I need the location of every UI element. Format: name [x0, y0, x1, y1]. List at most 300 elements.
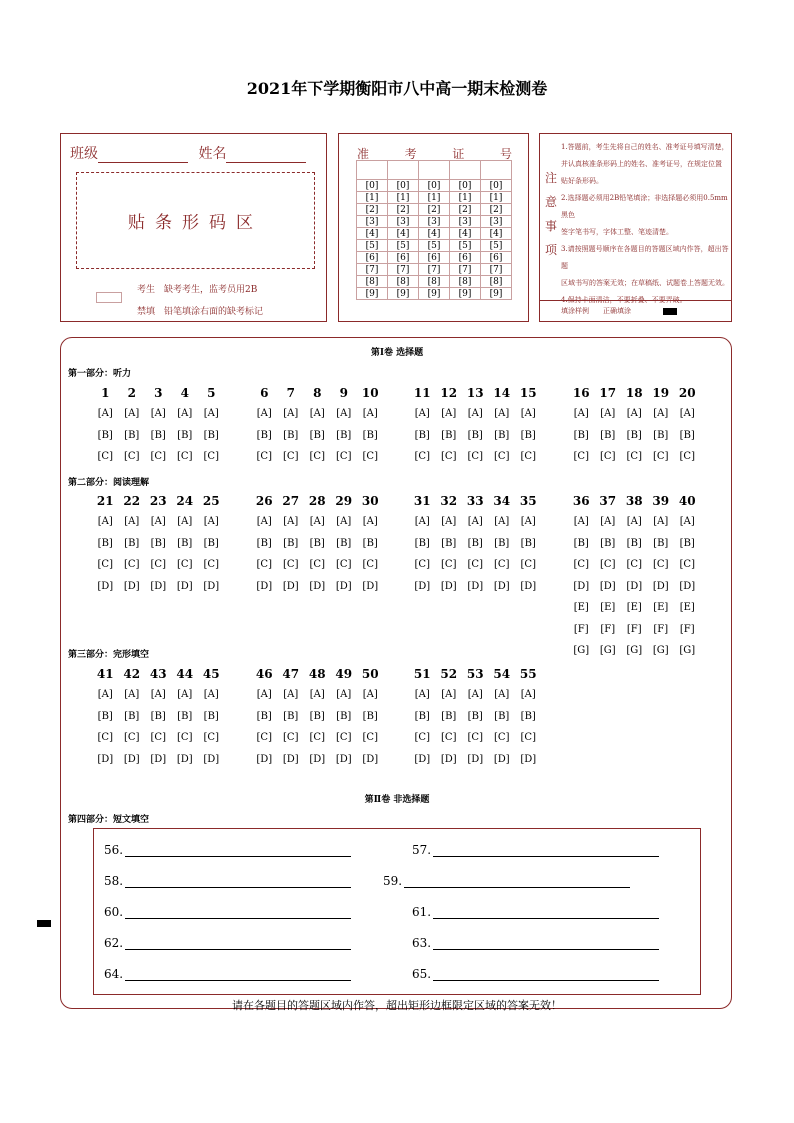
- answer-bubble[interactable]: [C]: [679, 559, 695, 570]
- ticket-bubble[interactable]: [5]: [419, 240, 450, 252]
- answer-bubble[interactable]: [B]: [600, 537, 616, 549]
- answer-bubble[interactable]: [A]: [203, 408, 219, 419]
- notes-text: 1.答题前，考生先将自己的姓名、准考证号填写清楚， 并认真核准条形码上的姓名、准考证号，在规定位置 贴好条形码。 2.选择题必须用2B铅笔填涂；非选择题必须用0.5mm黑色 签字笔书写，字体工整、笔迹清楚。 3.请按照题号顺序在各题目的答题区域内作答，超出答题 区域书写的答案无效；在草稿纸、试题卷上答题无效。 4.保持卡面清洁，不要折叠、不要弄破。: [561, 143, 729, 304]
- answer-bubble[interactable]: [B]: [467, 710, 483, 722]
- ticket-bubble[interactable]: [8]: [481, 276, 512, 288]
- answer-bubble[interactable]: [A]: [414, 516, 430, 527]
- answer-bubble[interactable]: [E]: [653, 602, 669, 613]
- answer-bubble[interactable]: [C]: [336, 451, 352, 462]
- answer-bubble[interactable]: [D]: [414, 580, 431, 592]
- answer-bubble[interactable]: [B]: [150, 429, 166, 441]
- answer-bubble[interactable]: [C]: [256, 559, 272, 570]
- page-title: 2021年下学期衡阳市八中高一期末检测卷: [246, 79, 548, 98]
- answer-bubble[interactable]: [A]: [256, 689, 272, 700]
- student-info-box: [60, 133, 327, 322]
- answer-bubble[interactable]: [B]: [97, 537, 113, 549]
- ticket-grid: [356, 160, 512, 300]
- answer-bubble[interactable]: [B]: [441, 537, 457, 549]
- answer-bubble[interactable]: [C]: [362, 559, 378, 570]
- ticket-bubble[interactable]: [7]: [481, 264, 512, 276]
- ticket-bubble[interactable]: [0]: [481, 180, 512, 192]
- answer-bubble[interactable]: [B]: [97, 429, 113, 441]
- answer-bubble[interactable]: [D]: [97, 580, 114, 592]
- answer-bubble[interactable]: [D]: [599, 580, 616, 592]
- answer-bubble[interactable]: [C]: [494, 451, 510, 462]
- answer-bubble[interactable]: [B]: [573, 429, 589, 441]
- ticket-bubble[interactable]: [3]: [388, 216, 419, 228]
- ticket-digit-input[interactable]: [481, 161, 512, 180]
- answer-bubble[interactable]: [B]: [336, 429, 352, 441]
- answer-bubble[interactable]: [D]: [176, 580, 193, 592]
- answer-bubble[interactable]: [B]: [283, 537, 299, 549]
- class-field[interactable]: [70, 143, 306, 163]
- answer-bubble[interactable]: [B]: [309, 429, 325, 441]
- answer-bubble[interactable]: [D]: [362, 753, 379, 765]
- question-number: 20: [678, 386, 696, 400]
- answer-bubble[interactable]: [A]: [494, 408, 510, 419]
- answer-bubble[interactable]: [D]: [652, 580, 669, 592]
- ticket-digit-input[interactable]: [357, 161, 388, 180]
- answer-bubble[interactable]: [A]: [97, 689, 113, 700]
- answer-bubble[interactable]: [A]: [494, 689, 510, 700]
- answer-bubble[interactable]: [C]: [177, 559, 193, 570]
- answer-bubble[interactable]: [B]: [362, 537, 378, 549]
- answer-bubble[interactable]: [A]: [124, 516, 140, 527]
- ticket-digit-input[interactable]: [450, 161, 481, 180]
- answer-bubble[interactable]: [C]: [124, 732, 140, 743]
- question-number: 16: [572, 386, 590, 400]
- blank-62[interactable]: 62.: [104, 936, 351, 950]
- answer-bubble[interactable]: [D]: [150, 580, 167, 592]
- answer-bubble[interactable]: [C]: [124, 451, 140, 462]
- ticket-bubble[interactable]: [0]: [419, 180, 450, 192]
- answer-bubble[interactable]: [C]: [150, 559, 166, 570]
- ticket-bubble[interactable]: [3]: [419, 216, 450, 228]
- answer-bubble[interactable]: [C]: [414, 559, 430, 570]
- answer-bubble[interactable]: [A]: [414, 408, 430, 419]
- answer-bubble[interactable]: [C]: [309, 732, 325, 743]
- answer-bubble[interactable]: [B]: [309, 710, 325, 722]
- ticket-bubble[interactable]: [2]: [481, 204, 512, 216]
- answer-bubble[interactable]: [B]: [520, 537, 536, 549]
- answer-bubble[interactable]: [A]: [97, 408, 113, 419]
- answer-bubble[interactable]: [D]: [309, 580, 326, 592]
- answer-bubble[interactable]: [C]: [441, 559, 457, 570]
- question-number: 47: [282, 667, 300, 681]
- ticket-bubble[interactable]: [6]: [419, 252, 450, 264]
- answer-bubble[interactable]: [B]: [520, 429, 536, 441]
- answer-bubble[interactable]: [A]: [150, 408, 166, 419]
- answer-bubble[interactable]: [E]: [626, 602, 642, 613]
- answer-bubble[interactable]: [B]: [653, 537, 669, 549]
- answer-bubble[interactable]: [D]: [335, 753, 352, 765]
- answer-bubble[interactable]: [A]: [283, 689, 299, 700]
- question-number: 19: [652, 386, 670, 400]
- ticket-bubble[interactable]: [9]: [357, 288, 388, 300]
- ticket-bubble[interactable]: [6]: [388, 252, 419, 264]
- answer-bubble[interactable]: [B]: [679, 429, 695, 441]
- answer-bubble[interactable]: [C]: [679, 451, 695, 462]
- answer-bubble[interactable]: [A]: [653, 516, 669, 527]
- answer-bubble[interactable]: [B]: [441, 710, 457, 722]
- blank-56[interactable]: 56.: [104, 843, 351, 857]
- answer-bubble[interactable]: [C]: [520, 559, 536, 570]
- ticket-bubble[interactable]: [9]: [481, 288, 512, 300]
- answer-bubble[interactable]: [B]: [177, 710, 193, 722]
- answer-bubble[interactable]: [D]: [493, 753, 510, 765]
- answer-bubble[interactable]: [C]: [626, 559, 642, 570]
- answer-bubble[interactable]: [B]: [362, 429, 378, 441]
- absent-mark-box[interactable]: [96, 292, 122, 303]
- answer-bubble[interactable]: [C]: [494, 732, 510, 743]
- question-group: [568, 490, 701, 660]
- answer-bubble[interactable]: [A]: [362, 408, 378, 419]
- alignment-mark: [37, 920, 51, 927]
- answer-bubble[interactable]: [C]: [441, 732, 457, 743]
- answer-bubble[interactable]: [A]: [520, 408, 536, 419]
- ticket-bubble[interactable]: [1]: [481, 192, 512, 204]
- answer-bubble[interactable]: [D]: [123, 580, 140, 592]
- answer-bubble[interactable]: [A]: [256, 516, 272, 527]
- question-number: 27: [282, 494, 300, 508]
- answer-bubble[interactable]: [D]: [520, 580, 537, 592]
- ticket-bubble[interactable]: [7]: [419, 264, 450, 276]
- answer-bubble[interactable]: [C]: [309, 559, 325, 570]
- blank-57[interactable]: 57.: [412, 843, 659, 857]
- answer-bubble[interactable]: [A]: [124, 689, 140, 700]
- answer-bubble[interactable]: [C]: [150, 732, 166, 743]
- answer-bubble[interactable]: [D]: [335, 580, 352, 592]
- answer-bubble[interactable]: [C]: [573, 559, 589, 570]
- ticket-bubble[interactable]: [1]: [419, 192, 450, 204]
- answer-bubble[interactable]: [C]: [414, 732, 430, 743]
- answer-bubble[interactable]: [A]: [309, 408, 325, 419]
- answer-bubble[interactable]: [C]: [203, 732, 219, 743]
- answer-bubble[interactable]: [B]: [414, 429, 430, 441]
- answer-bubble[interactable]: [B]: [309, 537, 325, 549]
- answer-bubble[interactable]: [A]: [679, 408, 695, 419]
- ticket-bubble[interactable]: [3]: [357, 216, 388, 228]
- answer-bubble[interactable]: [D]: [467, 580, 484, 592]
- answer-bubble[interactable]: [A]: [97, 516, 113, 527]
- answer-bubble[interactable]: [A]: [150, 689, 166, 700]
- ticket-digit-input[interactable]: [419, 161, 450, 180]
- blank-58[interactable]: 58.: [104, 874, 351, 888]
- answer-bubble[interactable]: [D]: [256, 580, 273, 592]
- answer-bubble[interactable]: [B]: [150, 710, 166, 722]
- answer-bubble[interactable]: [B]: [520, 710, 536, 722]
- answer-bubble[interactable]: [B]: [362, 710, 378, 722]
- answer-bubble[interactable]: [A]: [467, 516, 483, 527]
- answer-bubble[interactable]: [A]: [203, 689, 219, 700]
- answer-bubble[interactable]: [B]: [124, 710, 140, 722]
- answer-bubble[interactable]: [D]: [256, 753, 273, 765]
- answer-bubble[interactable]: [A]: [467, 408, 483, 419]
- answer-bubble[interactable]: [C]: [150, 451, 166, 462]
- answer-bubble[interactable]: [C]: [97, 732, 113, 743]
- answer-bubble[interactable]: [C]: [653, 451, 669, 462]
- ticket-bubble[interactable]: [6]: [481, 252, 512, 264]
- answer-bubble[interactable]: [C]: [283, 559, 299, 570]
- answer-bubble[interactable]: [E]: [600, 602, 616, 613]
- answer-bubble[interactable]: [A]: [626, 408, 642, 419]
- answer-bubble[interactable]: [B]: [177, 537, 193, 549]
- answer-bubble[interactable]: [C]: [626, 451, 642, 462]
- answer-bubble[interactable]: [B]: [203, 710, 219, 722]
- ticket-bubble[interactable]: [4]: [357, 228, 388, 240]
- answer-bubble[interactable]: [B]: [256, 537, 272, 549]
- answer-bubble[interactable]: [C]: [203, 559, 219, 570]
- ticket-bubble[interactable]: [7]: [388, 264, 419, 276]
- answer-bubble[interactable]: [D]: [679, 580, 696, 592]
- answer-bubble[interactable]: [B]: [177, 429, 193, 441]
- question-number: 37: [599, 494, 617, 508]
- answer-bubble[interactable]: [C]: [97, 559, 113, 570]
- ticket-bubble[interactable]: [9]: [419, 288, 450, 300]
- ticket-bubble[interactable]: [9]: [388, 288, 419, 300]
- blank-65[interactable]: 65.: [412, 967, 659, 981]
- answer-bubble[interactable]: [D]: [203, 753, 220, 765]
- blank-59[interactable]: 59.: [383, 874, 630, 888]
- answer-bubble[interactable]: [C]: [177, 732, 193, 743]
- answer-bubble[interactable]: [B]: [124, 429, 140, 441]
- answer-bubble[interactable]: [B]: [283, 429, 299, 441]
- ticket-bubble[interactable]: [2]: [388, 204, 419, 216]
- answer-bubble[interactable]: [C]: [414, 451, 430, 462]
- answer-bubble[interactable]: [B]: [494, 710, 510, 722]
- answer-bubble[interactable]: [D]: [467, 753, 484, 765]
- answer-bubble[interactable]: [A]: [573, 516, 589, 527]
- answer-bubble[interactable]: [E]: [573, 602, 589, 613]
- answer-bubble[interactable]: [B]: [414, 537, 430, 549]
- answer-bubble[interactable]: [G]: [599, 645, 616, 656]
- answer-bubble[interactable]: [A]: [336, 689, 352, 700]
- ticket-bubble[interactable]: [8]: [357, 276, 388, 288]
- ticket-bubble[interactable]: [0]: [388, 180, 419, 192]
- answer-bubble[interactable]: [G]: [652, 645, 669, 656]
- answer-bubble[interactable]: [B]: [467, 429, 483, 441]
- answer-bubble[interactable]: [C]: [256, 451, 272, 462]
- answer-bubble[interactable]: [B]: [203, 537, 219, 549]
- question-group: [409, 382, 542, 466]
- answer-bubble[interactable]: [C]: [362, 732, 378, 743]
- answer-bubble[interactable]: [B]: [626, 537, 642, 549]
- answer-bubble[interactable]: [F]: [653, 623, 669, 635]
- answer-bubble[interactable]: [A]: [150, 516, 166, 527]
- answer-bubble[interactable]: [C]: [520, 451, 536, 462]
- answer-bubble[interactable]: [B]: [150, 537, 166, 549]
- answer-bubble[interactable]: [E]: [679, 602, 695, 613]
- answer-bubble[interactable]: [A]: [679, 516, 695, 527]
- answer-bubble[interactable]: [C]: [177, 451, 193, 462]
- answer-bubble[interactable]: [C]: [467, 559, 483, 570]
- answer-bubble[interactable]: [F]: [573, 623, 589, 635]
- ticket-bubble[interactable]: [2]: [419, 204, 450, 216]
- answer-bubble[interactable]: [A]: [362, 516, 378, 527]
- answer-bubble[interactable]: [B]: [494, 429, 510, 441]
- answer-bubble[interactable]: [A]: [309, 516, 325, 527]
- answer-bubble[interactable]: [D]: [626, 580, 643, 592]
- answer-bubble[interactable]: [B]: [653, 429, 669, 441]
- ticket-bubble[interactable]: [8]: [450, 276, 481, 288]
- answer-bubble[interactable]: [A]: [626, 516, 642, 527]
- answer-bubble[interactable]: [D]: [414, 753, 431, 765]
- answer-bubble[interactable]: [C]: [600, 559, 616, 570]
- ticket-bubble[interactable]: [5]: [357, 240, 388, 252]
- answer-bubble[interactable]: [C]: [309, 451, 325, 462]
- answer-bubble[interactable]: [B]: [283, 710, 299, 722]
- answer-bubble[interactable]: [F]: [600, 623, 616, 635]
- answer-bubble[interactable]: [A]: [653, 408, 669, 419]
- answer-bubble[interactable]: [B]: [573, 537, 589, 549]
- ticket-bubble[interactable]: [8]: [419, 276, 450, 288]
- blank-60[interactable]: 60.: [104, 905, 351, 919]
- answer-bubble[interactable]: [A]: [203, 516, 219, 527]
- ticket-bubble[interactable]: [3]: [481, 216, 512, 228]
- ticket-bubble[interactable]: [4]: [481, 228, 512, 240]
- ticket-bubble[interactable]: [9]: [450, 288, 481, 300]
- answer-bubble[interactable]: [A]: [309, 689, 325, 700]
- answer-bubble[interactable]: [B]: [467, 537, 483, 549]
- answer-bubble[interactable]: [B]: [336, 537, 352, 549]
- answer-bubble[interactable]: [A]: [494, 516, 510, 527]
- answer-bubble[interactable]: [C]: [520, 732, 536, 743]
- answer-bubble[interactable]: [B]: [626, 429, 642, 441]
- answer-bubble[interactable]: [D]: [493, 580, 510, 592]
- answer-bubble[interactable]: [A]: [600, 516, 616, 527]
- answer-bubble[interactable]: [B]: [414, 710, 430, 722]
- ticket-bubble[interactable]: [5]: [450, 240, 481, 252]
- answer-bubble[interactable]: [B]: [256, 429, 272, 441]
- ticket-bubble[interactable]: [0]: [450, 180, 481, 192]
- answer-bubble[interactable]: [C]: [573, 451, 589, 462]
- answer-bubble[interactable]: [B]: [600, 429, 616, 441]
- answer-bubble[interactable]: [G]: [679, 645, 696, 656]
- answer-bubble[interactable]: [A]: [177, 408, 193, 419]
- answer-bubble[interactable]: [A]: [362, 689, 378, 700]
- answer-bubble[interactable]: [A]: [177, 516, 193, 527]
- question-number: 26: [255, 494, 273, 508]
- answer-bubble[interactable]: [F]: [679, 623, 695, 635]
- blank-63[interactable]: 63.: [412, 936, 659, 950]
- answer-bubble[interactable]: [B]: [256, 710, 272, 722]
- answer-bubble[interactable]: [C]: [97, 451, 113, 462]
- answer-bubble[interactable]: [A]: [600, 408, 616, 419]
- answer-bubble[interactable]: [A]: [177, 689, 193, 700]
- section4-label: 第四部分：短文填空: [68, 815, 150, 825]
- answer-bubble[interactable]: [G]: [626, 645, 643, 656]
- ticket-bubble[interactable]: [2]: [450, 204, 481, 216]
- answer-bubble[interactable]: [A]: [336, 408, 352, 419]
- answer-bubble[interactable]: [C]: [362, 451, 378, 462]
- answer-bubble[interactable]: [C]: [467, 451, 483, 462]
- answer-bubble[interactable]: [A]: [520, 516, 536, 527]
- answer-bubble[interactable]: [C]: [467, 732, 483, 743]
- answer-bubble[interactable]: [C]: [256, 732, 272, 743]
- answer-bubble[interactable]: [A]: [124, 408, 140, 419]
- answer-bubble[interactable]: [D]: [282, 753, 299, 765]
- answer-bubble[interactable]: [G]: [573, 645, 590, 656]
- answer-bubble[interactable]: [C]: [283, 732, 299, 743]
- answer-bubble[interactable]: [A]: [256, 408, 272, 419]
- answer-bubble[interactable]: [A]: [441, 516, 457, 527]
- ticket-bubble[interactable]: [7]: [450, 264, 481, 276]
- answer-bubble[interactable]: [C]: [600, 451, 616, 462]
- ticket-bubble[interactable]: [2]: [357, 204, 388, 216]
- answer-bubble[interactable]: [B]: [494, 537, 510, 549]
- question-number: 15: [519, 386, 537, 400]
- answer-bubble[interactable]: [D]: [97, 753, 114, 765]
- ticket-bubble[interactable]: [7]: [357, 264, 388, 276]
- answer-bubble[interactable]: [B]: [97, 710, 113, 722]
- answer-bubble[interactable]: [D]: [282, 580, 299, 592]
- answer-bubble[interactable]: [B]: [203, 429, 219, 441]
- answer-bubble[interactable]: [D]: [203, 580, 220, 592]
- question-number: 1: [101, 386, 110, 400]
- ticket-bubble[interactable]: [1]: [388, 192, 419, 204]
- answer-bubble[interactable]: [D]: [520, 753, 537, 765]
- answer-bubble[interactable]: [C]: [203, 451, 219, 462]
- answer-bubble[interactable]: [A]: [573, 408, 589, 419]
- answer-bubble[interactable]: [D]: [123, 753, 140, 765]
- ticket-bubble[interactable]: [1]: [450, 192, 481, 204]
- answer-bubble[interactable]: [A]: [283, 516, 299, 527]
- answer-bubble[interactable]: [A]: [441, 408, 457, 419]
- ticket-bubble[interactable]: [3]: [450, 216, 481, 228]
- ticket-bubble[interactable]: [4]: [450, 228, 481, 240]
- ticket-bubble[interactable]: [0]: [357, 180, 388, 192]
- answer-bubble[interactable]: [D]: [362, 580, 379, 592]
- blank-61[interactable]: 61.: [412, 905, 659, 919]
- answer-bubble[interactable]: [A]: [283, 408, 299, 419]
- answer-bubble[interactable]: [B]: [441, 429, 457, 441]
- answer-bubble[interactable]: [D]: [176, 753, 193, 765]
- answer-bubble[interactable]: [A]: [520, 689, 536, 700]
- answer-bubble[interactable]: [D]: [573, 580, 590, 592]
- question-group: [409, 490, 542, 595]
- answer-bubble[interactable]: [A]: [336, 516, 352, 527]
- answer-bubble[interactable]: [B]: [336, 710, 352, 722]
- answer-bubble[interactable]: [D]: [440, 580, 457, 592]
- ticket-bubble[interactable]: [4]: [388, 228, 419, 240]
- answer-bubble[interactable]: [D]: [150, 753, 167, 765]
- answer-bubble[interactable]: [D]: [309, 753, 326, 765]
- answer-bubble[interactable]: [B]: [679, 537, 695, 549]
- answer-bubble[interactable]: [C]: [494, 559, 510, 570]
- ticket-bubble[interactable]: [1]: [357, 192, 388, 204]
- ticket-bubble[interactable]: [6]: [450, 252, 481, 264]
- ticket-bubble[interactable]: [4]: [419, 228, 450, 240]
- answer-bubble[interactable]: [C]: [124, 559, 140, 570]
- answer-bubble[interactable]: [C]: [653, 559, 669, 570]
- answer-bubble[interactable]: [A]: [414, 689, 430, 700]
- answer-bubble[interactable]: [C]: [283, 451, 299, 462]
- answer-bubble[interactable]: [F]: [626, 623, 642, 635]
- answer-bubble[interactable]: [A]: [467, 689, 483, 700]
- answer-bubble[interactable]: [C]: [336, 732, 352, 743]
- answer-bubble[interactable]: [C]: [336, 559, 352, 570]
- ticket-bubble[interactable]: [6]: [357, 252, 388, 264]
- answer-bubble[interactable]: [A]: [441, 689, 457, 700]
- ticket-bubble[interactable]: [5]: [481, 240, 512, 252]
- answer-bubble[interactable]: [B]: [124, 537, 140, 549]
- ticket-bubble[interactable]: [5]: [388, 240, 419, 252]
- answer-bubble[interactable]: [C]: [441, 451, 457, 462]
- ticket-digit-input[interactable]: [388, 161, 419, 180]
- ticket-bubble[interactable]: [8]: [388, 276, 419, 288]
- answer-bubble[interactable]: [D]: [440, 753, 457, 765]
- blank-64[interactable]: 64.: [104, 967, 351, 981]
